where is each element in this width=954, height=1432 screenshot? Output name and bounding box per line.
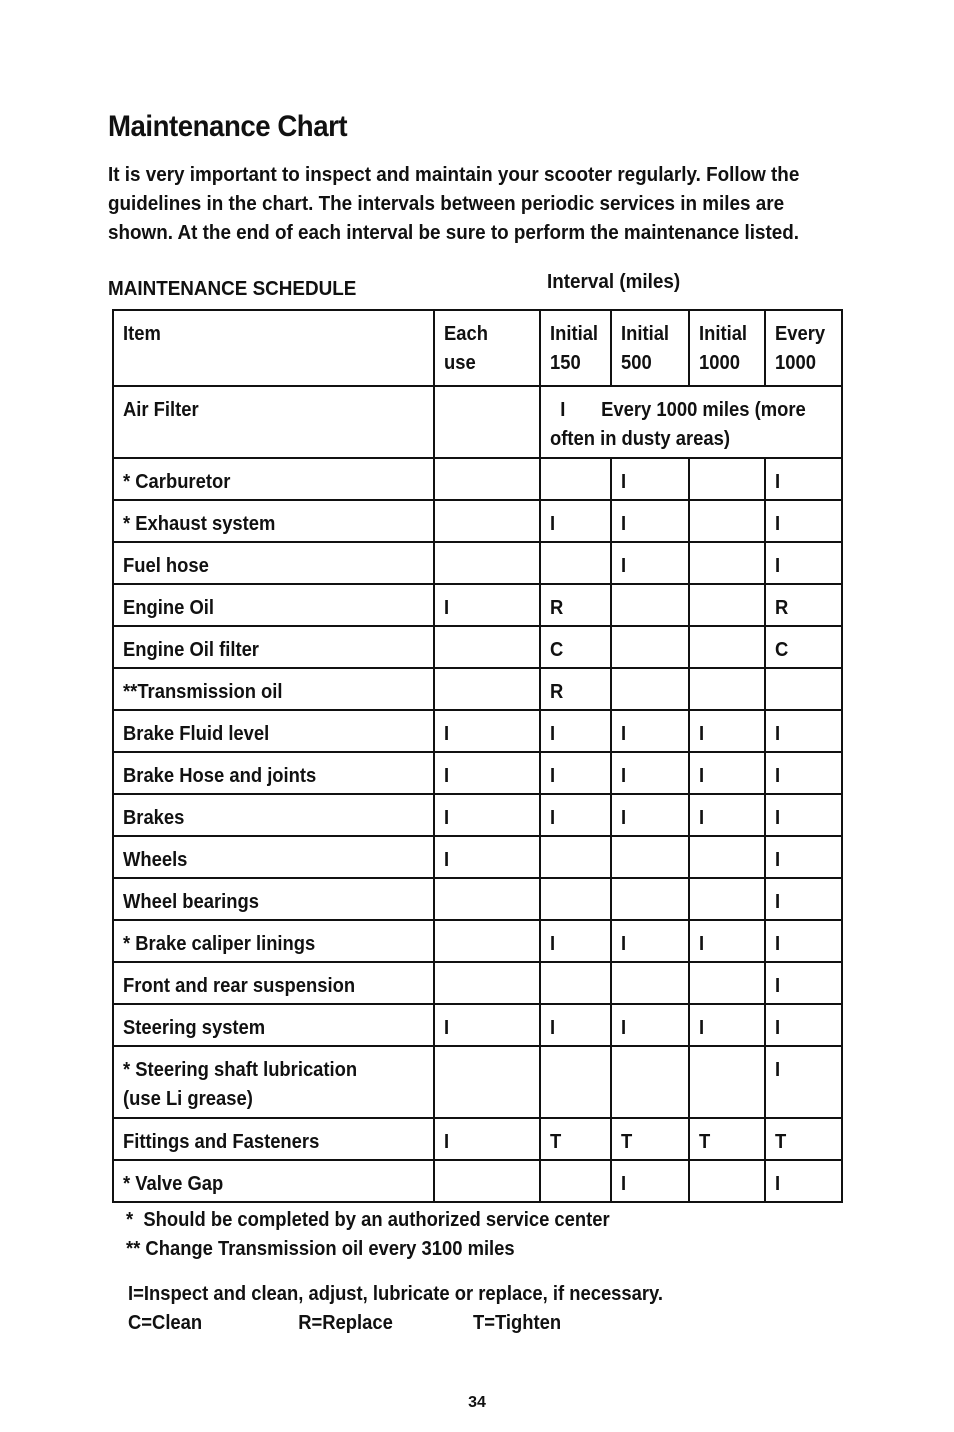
row-cell xyxy=(611,878,689,920)
table-body xyxy=(113,386,842,1202)
header-initial-150: Initial 150 xyxy=(540,310,611,386)
row-item: Brake Fluid level xyxy=(113,710,434,752)
row-item: Engine Oil xyxy=(113,584,434,626)
row-cell: I xyxy=(540,1004,611,1046)
row-cell: I xyxy=(540,794,611,836)
row-cell xyxy=(689,962,765,1004)
row-cell: I xyxy=(765,458,842,500)
row-cell: I xyxy=(689,710,765,752)
row-cell: I xyxy=(611,920,689,962)
row-cell: I xyxy=(434,584,540,626)
row-item: Brakes xyxy=(113,794,434,836)
table-row-air-filter xyxy=(113,386,842,458)
row-cell: I xyxy=(689,1004,765,1046)
table-row xyxy=(113,710,842,752)
row-item: * Carburetor xyxy=(113,458,434,500)
row-cell xyxy=(540,836,611,878)
row-cell xyxy=(540,962,611,1004)
row-cell: I xyxy=(765,710,842,752)
row-cell xyxy=(540,1046,611,1118)
row-cell: I xyxy=(611,752,689,794)
row-cell: T xyxy=(611,1118,689,1160)
table-row xyxy=(113,668,842,710)
row-cell xyxy=(540,1160,611,1202)
row-item: Wheels xyxy=(113,836,434,878)
air-filter-note: Every 1000 miles (more often in dusty areas) xyxy=(550,399,806,450)
row-cell xyxy=(689,1046,765,1118)
table-row xyxy=(113,752,842,794)
row-cell: C xyxy=(765,626,842,668)
row-cell: I xyxy=(765,836,842,878)
row-cell: I xyxy=(765,752,842,794)
table-row xyxy=(113,500,842,542)
row-cell xyxy=(434,920,540,962)
row-cell: I xyxy=(434,752,540,794)
row-item: Engine Oil filter xyxy=(113,626,434,668)
table-row xyxy=(113,584,842,626)
row-item: * Brake caliper linings xyxy=(113,920,434,962)
header-each-use: Each use xyxy=(434,310,540,386)
legend-replace: R=Replace xyxy=(298,1312,393,1334)
row-cell: I xyxy=(765,920,842,962)
table-row xyxy=(113,794,842,836)
row-item: Fittings and Fasteners xyxy=(113,1118,434,1160)
row-cell xyxy=(540,458,611,500)
legend-clean: C=Clean xyxy=(128,1312,203,1334)
footnotes xyxy=(126,1206,610,1264)
row-cell: I xyxy=(434,710,540,752)
footnote-authorized: * Should be completed by an authorized service center xyxy=(126,1209,610,1231)
row-cell xyxy=(611,584,689,626)
page-number: 34 xyxy=(468,1394,486,1411)
row-cell xyxy=(611,668,689,710)
row-cell xyxy=(689,542,765,584)
row-cell: I xyxy=(611,1160,689,1202)
row-cell: R xyxy=(540,584,611,626)
table-row xyxy=(113,920,842,962)
row-cell xyxy=(611,962,689,1004)
row-cell xyxy=(434,962,540,1004)
row-cell: I xyxy=(434,1004,540,1046)
header-item: Item xyxy=(113,310,434,386)
row-cell xyxy=(611,626,689,668)
header-row xyxy=(113,310,842,386)
row-cell xyxy=(689,458,765,500)
row-cell xyxy=(540,878,611,920)
table-row xyxy=(113,542,842,584)
row-cell: I xyxy=(765,542,842,584)
row-cell: I xyxy=(611,1004,689,1046)
row-cell: I xyxy=(765,962,842,1004)
table-row xyxy=(113,962,842,1004)
row-cell: R xyxy=(765,584,842,626)
header-initial-1000: Initial 1000 xyxy=(689,310,765,386)
air-filter-code: I xyxy=(560,399,566,421)
row-cell: I xyxy=(611,458,689,500)
row-cell xyxy=(689,668,765,710)
legend-definition: I=Inspect and clean, adjust, lubricate or replace, if necessary. xyxy=(128,1283,664,1305)
row-cell: I xyxy=(689,920,765,962)
row-cell: I xyxy=(689,752,765,794)
header-every-1000: Every 1000 xyxy=(765,310,842,386)
row-item: * Steering shaft lubrication (use Li grease) xyxy=(113,1046,434,1118)
row-cell: I xyxy=(611,794,689,836)
row-cell xyxy=(434,386,540,458)
table-row xyxy=(113,458,842,500)
row-cell xyxy=(689,584,765,626)
row-cell: I xyxy=(611,710,689,752)
row-cell: T xyxy=(540,1118,611,1160)
row-cell xyxy=(434,668,540,710)
row-cell xyxy=(434,542,540,584)
row-cell: I xyxy=(540,500,611,542)
row-cell: I xyxy=(434,1118,540,1160)
legend xyxy=(128,1280,680,1338)
row-cell: I xyxy=(540,920,611,962)
table-row xyxy=(113,626,842,668)
intro-paragraph: It is very important to inspect and maintain your scooter regularly. Follow the guidelines in the chart. The intervals between periodic services in miles are shown. At the end of each interval be sure to perform the maintenance listed. xyxy=(108,163,800,244)
row-item: * Exhaust system xyxy=(113,500,434,542)
table-row xyxy=(113,836,842,878)
row-cell: I xyxy=(765,1004,842,1046)
row-cell xyxy=(434,1160,540,1202)
page-title: Maintenance Chart xyxy=(108,110,348,143)
legend-codes xyxy=(128,1309,680,1338)
row-cell xyxy=(434,626,540,668)
air-filter-interval xyxy=(540,386,842,458)
row-cell: I xyxy=(765,878,842,920)
legend-tighten: T=Tighten xyxy=(473,1312,562,1334)
row-item: Brake Hose and joints xyxy=(113,752,434,794)
schedule-label: MAINTENANCE SCHEDULE xyxy=(108,277,357,300)
row-cell xyxy=(689,626,765,668)
row-cell xyxy=(689,500,765,542)
row-cell: T xyxy=(689,1118,765,1160)
table-row xyxy=(113,878,842,920)
row-cell: I xyxy=(689,794,765,836)
row-cell xyxy=(434,500,540,542)
row-item: **Transmission oil xyxy=(113,668,434,710)
interval-label: Interval (miles) xyxy=(547,270,681,293)
row-cell xyxy=(689,878,765,920)
row-item: * Valve Gap xyxy=(113,1160,434,1202)
table-row xyxy=(113,1046,842,1118)
row-cell xyxy=(434,458,540,500)
row-cell: I xyxy=(540,752,611,794)
row-cell: I xyxy=(540,710,611,752)
row-cell xyxy=(434,1046,540,1118)
row-cell: I xyxy=(434,836,540,878)
row-cell: C xyxy=(540,626,611,668)
row-cell: R xyxy=(540,668,611,710)
row-item: Wheel bearings xyxy=(113,878,434,920)
maintenance-table xyxy=(112,309,843,1203)
row-cell xyxy=(611,1046,689,1118)
row-item: Steering system xyxy=(113,1004,434,1046)
table-row xyxy=(113,1118,842,1160)
row-cell xyxy=(765,668,842,710)
row-item: Fuel hose xyxy=(113,542,434,584)
row-cell: I xyxy=(765,500,842,542)
row-cell xyxy=(689,836,765,878)
row-item: Front and rear suspension xyxy=(113,962,434,1004)
row-item: Air Filter xyxy=(113,386,434,458)
row-cell: I xyxy=(611,542,689,584)
table-row xyxy=(113,1004,842,1046)
table-row xyxy=(113,1160,842,1202)
row-cell xyxy=(434,878,540,920)
row-cell: I xyxy=(765,1160,842,1202)
row-cell: I xyxy=(765,1046,842,1118)
row-cell: T xyxy=(765,1118,842,1160)
header-initial-500: Initial 500 xyxy=(611,310,689,386)
footnote-transmission: ** Change Transmission oil every 3100 miles xyxy=(126,1238,515,1260)
row-cell xyxy=(540,542,611,584)
row-cell: I xyxy=(434,794,540,836)
row-cell: I xyxy=(765,794,842,836)
row-cell: I xyxy=(611,500,689,542)
row-cell xyxy=(689,1160,765,1202)
row-cell xyxy=(611,836,689,878)
